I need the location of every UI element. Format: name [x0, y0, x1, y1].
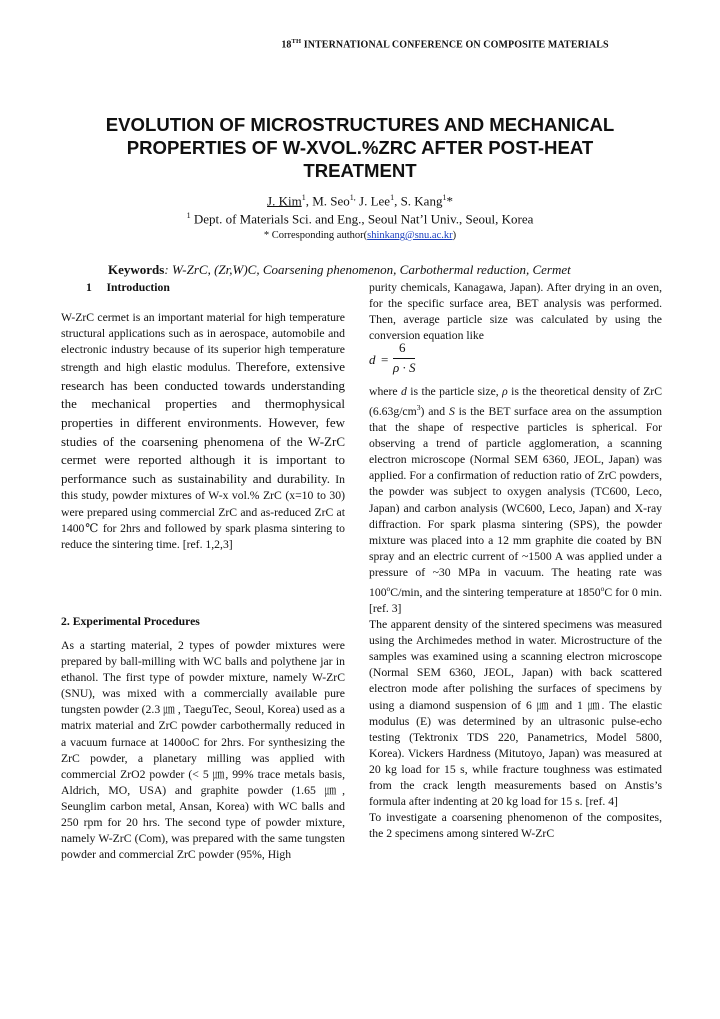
- conference-header: 18TH INTERNATIONAL CONFERENCE ON COMPOSITE MATERIALS: [281, 38, 609, 51]
- keywords: Keywords: W-ZrC, (Zr,W)C, Coarsening phenomenon, Carbothermal reduction, Cermet: [108, 262, 571, 277]
- right-paragraph-1: purity chemicals, Kanagawa, Japan). After drying in an oven, for the specific surface area, BET analysis was performed. Then, average particle size was calculated by using the conversion equation like: [369, 281, 662, 343]
- title-line: EVOLUTION OF MICROSTRUCTURES AND MECHANICAL: [105, 114, 615, 135]
- corresponding-author: * Corresponding author(shinkang@snu.ac.kr): [263, 230, 457, 241]
- experimental-paragraph: As a starting material, 2 types of powder mixtures were prepared by ball-milling with WC balls and polythene jar in ethanol. The first type of powder mixture, namely W-ZrC (SNU), was mixed with a commercially available pure tungsten powder (2.3 ㎛ , TaeguTec, Seoul, Korea) used as a matrix material and ZrC powder carbothermally reduced in a vacuum furnace at 1400oC for 2hrs. For synthesizing the ZrC powder, a planetary milling was applied with commercial ZrO2 powder (< 5 ㎛, 99% trace metals basis, Aldrich, MO, USA) and graphite powder (1.65 ㎛, Seunglim carbon metal, Ansan, Korea) with WC balls and 250 rpm for 20 hrs. The second type of powder mixture, namely W-ZrC (Com), was prepared with the same tungsten powder and commercial ZrC powder (95%, High: [61, 639, 345, 862]
- experimental-heading: 2. Experimental Procedures: [61, 615, 200, 628]
- affiliation: $^1$ Dept. of Materials Sci. and Eng., Seoul Nat’l Univ., Seoul, Korea: [186, 211, 534, 227]
- intro-paragraph: W-ZrC cermet is an important material for high temperature structural applications such as in aerospace, automobile and electronic industry because of its superior high temperature strength and high elastic modulus. Therefore, extensive research has been conducted towards understanding the mechanical properties and thermophysical properties in different environments. However, few studies of the coarsening phenomena of the W-ZrC cermet were reported although it is important to performance such as sustainability and durability. In this study, powder mixtures of W-x vol.% ZrC (x=10 to 30) were prepared using commercial ZrC and as-reduced ZrC at 1400℃ for 2hrs and followed by spark plasma sintering to reduce the sintering time. [ref. 1,2,3]: [61, 311, 345, 551]
- paper-title: [80, 113, 640, 182]
- title-line: TREATMENT: [303, 160, 417, 181]
- intro-heading: 1 Introduction: [86, 281, 170, 294]
- author-list: J. Kim$^1$, M. Seo$^{1,}$ J. Lee$^1$, S. Kang$^1$*: [267, 193, 453, 209]
- title-line: PROPERTIES OF W-XVOL.%ZRC AFTER POST-HEAT: [126, 137, 594, 158]
- email-link[interactable]: shinkang@snu.ac.kr: [367, 230, 453, 241]
- right-paragraph-2: where d is the particle size, ρ is the theoretical density of ZrC $(6.63g/cm^3)$ and S is the BET surface area on the assumption that the shape of respective particles is spherical. For observing a trend of particle agglomeration, a scanning electron microscope (Normal SEM 6360, JEOL, Japan) was applied. For a confirmation of reduction ratio of ZrC powders, the powder was subject to oxygen analysis (TC600, Leco, Japan) and carbon analysis (WC600, Leco, Japan) and X-ray diffraction. For spark plasma sintering (SPS), the powder mixture was placed into a 12 mm graphite die coated by BN spray and an electric current of ~1500 A was applied under a pressure of ~30 MPa in vacuum. The heating rate was 100$^o$C/min, and the sintering temperature at 1850$^o$C for 0 min. [ref. 3] The apparent density of the sintered specimens was measured using the Archimedes method in water. Microstructure of the samples was examined using a scanning electron microscope (Normal SEM 6360, JEOL, Japan) with back scattered electron mode after polishing the surfaces of specimens by using a diamond suspension of 6 ㎛ and 1 ㎛. The elastic modulus (E) was determined by an ultrasonic pulse-echo testing (Tektronix TDS 220, Panametrics, Model 5800, Korea). Vickers Hardness (Mitutoyo, Japan) was measured at 20 kg load for 15 s, while fracture toughness was estimated from the crack length measurements based on Anstis’s formula after indenting at 20 kg load for 15 s. [ref. 4] To investigate a coarsening phenomenon of the composites, the 2 specimens among sintered W-ZrC: [369, 385, 662, 841]
- particle-size-equation: d = 6 ρ · S: [369, 340, 416, 375]
